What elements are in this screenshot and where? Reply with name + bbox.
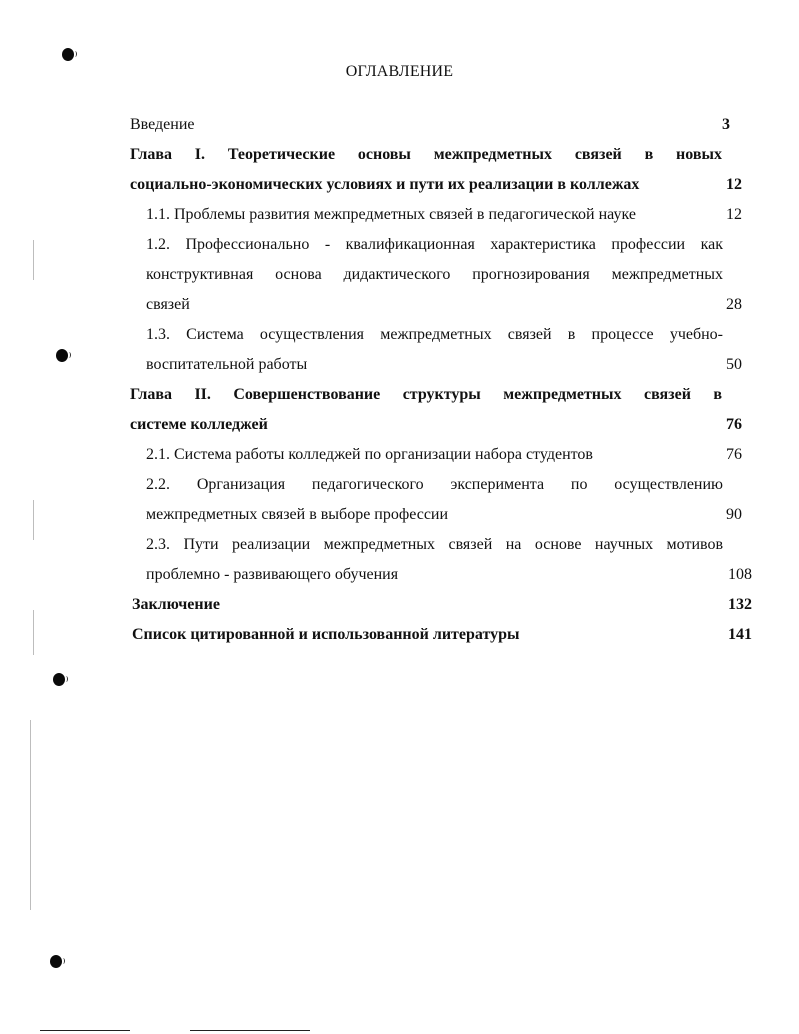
toc-page-number: 90 bbox=[726, 506, 742, 523]
toc-entry-line: связей bbox=[146, 296, 190, 313]
toc-page-number: 108 bbox=[728, 566, 752, 583]
toc-page-number: 12 bbox=[726, 176, 742, 193]
toc-entry-line: системе колледжей bbox=[130, 416, 268, 433]
scan-edge bbox=[30, 720, 31, 910]
toc-entry-label: 1.1. Проблемы развития межпредметных связей в педагогической науке bbox=[146, 206, 636, 223]
toc-page-number: 132 bbox=[728, 596, 752, 613]
toc-entry-line: 2.3. Пути реализации межпредметных связей на основе научных мотивов bbox=[146, 536, 723, 553]
toc-entry-chapter-1-cont bbox=[130, 170, 752, 200]
toc-entry-section-1-1 bbox=[130, 200, 752, 230]
toc-entry-line: Глава I. Теоретические основы межпредметных связей в новых bbox=[130, 146, 722, 163]
toc-entry-section-1-2 bbox=[130, 230, 752, 260]
scan-edge bbox=[33, 240, 34, 280]
toc-entry-label: 2.1. Система работы колледжей по организации набора студентов bbox=[146, 446, 593, 463]
toc-entry-label: Введение bbox=[130, 116, 195, 133]
toc-entry-intro bbox=[130, 110, 752, 140]
toc-entry-chapter-2 bbox=[130, 380, 752, 410]
binder-hole-icon bbox=[62, 48, 74, 61]
toc-page-number: 50 bbox=[726, 356, 742, 373]
toc-page-number: 3 bbox=[722, 116, 730, 133]
toc-entry-section-1-2-end bbox=[130, 290, 752, 320]
toc-page-number: 141 bbox=[728, 626, 752, 643]
toc-entry-line: 1.3. Система осуществления межпредметных связей в процессе учебно- bbox=[146, 326, 723, 343]
toc-entry-line: межпредметных связей в выборе профессии bbox=[146, 506, 449, 523]
page-bottom-edge bbox=[190, 1030, 310, 1031]
toc-entry-section-2-3 bbox=[130, 530, 752, 560]
toc-entry-section-1-3-cont bbox=[130, 350, 752, 380]
toc-entry-section-1-3 bbox=[130, 320, 752, 350]
toc-entry-line: 2.2. Организация педагогического эксперимента по осуществлению bbox=[146, 476, 723, 493]
toc-entry-label: Заключение bbox=[132, 596, 220, 613]
toc-entry-label: Список цитированной и использованной литературы bbox=[132, 626, 520, 643]
toc-entry-line: Глава II. Совершенствование структуры межпредметных связей в bbox=[130, 386, 722, 403]
toc-entry-conclusion bbox=[130, 590, 752, 620]
toc-entry-section-2-2-cont bbox=[130, 500, 752, 530]
toc-entry-line: конструктивная основа дидактического прогнозирования межпредметных bbox=[146, 266, 723, 283]
toc-entry-bibliography bbox=[130, 620, 752, 650]
toc-page-number: 76 bbox=[726, 416, 742, 433]
page-bottom-edge bbox=[40, 1030, 130, 1031]
toc-page-number: 28 bbox=[726, 296, 742, 313]
toc-entry-section-2-1 bbox=[130, 440, 752, 470]
binder-hole-icon bbox=[53, 673, 65, 686]
toc-entry-line: воспитательной работы bbox=[146, 356, 308, 373]
toc-entry-section-2-3-cont bbox=[130, 560, 752, 590]
table-of-contents bbox=[130, 110, 752, 650]
toc-entry-section-2-2 bbox=[130, 470, 752, 500]
toc-entry-line: социально-экономических условиях и пути их реализации в коллежах bbox=[130, 176, 640, 193]
binder-hole-icon bbox=[50, 955, 62, 968]
toc-entry-chapter-2-cont bbox=[130, 410, 752, 440]
binder-hole-icon bbox=[56, 349, 68, 362]
toc-entry-line: 1.2. Профессионально - квалификационная характеристика профессии как bbox=[146, 236, 723, 253]
toc-entry-line: проблемно - развивающего обучения bbox=[146, 566, 399, 583]
page-title: ОГЛАВЛЕНИЕ bbox=[345, 63, 454, 80]
scan-edge bbox=[33, 610, 34, 655]
toc-page-number: 12 bbox=[726, 206, 742, 223]
toc-entry-section-1-2-cont bbox=[130, 260, 752, 290]
toc-page-number: 76 bbox=[726, 446, 742, 463]
scan-edge bbox=[33, 500, 34, 540]
toc-entry-chapter-1 bbox=[130, 140, 752, 170]
